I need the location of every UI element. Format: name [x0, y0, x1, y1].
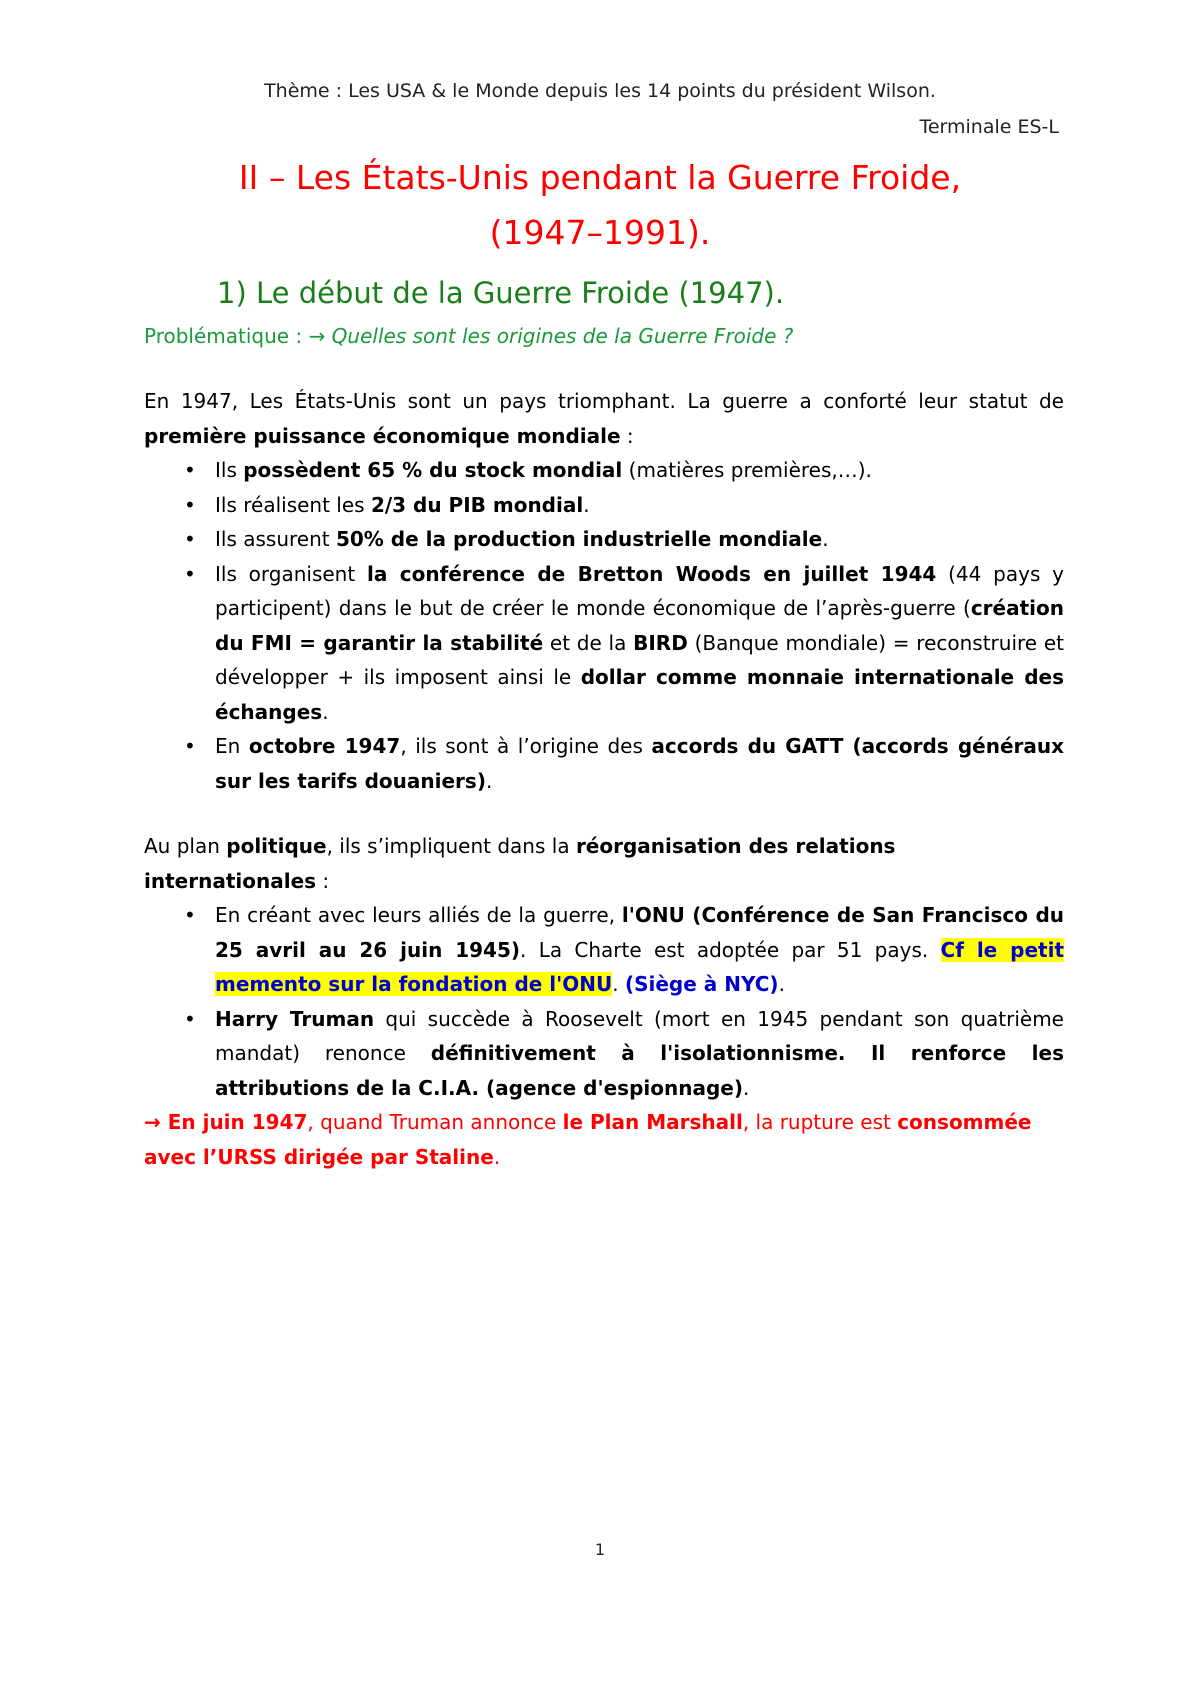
text: Ils organisent [215, 561, 368, 586]
list-item [144, 522, 1064, 557]
spacer [144, 798, 1064, 829]
problematique [144, 324, 793, 348]
list-item [144, 1002, 1064, 1106]
bold-text: possèdent 65 % du stock mondial [243, 458, 623, 482]
economic-list [144, 453, 1064, 798]
page-number: 1 [594, 1540, 606, 1559]
bold-text: définitivement à l'isolationnisme. Il renforce les attributions de la C.I.A. (agence d'espionnage) [215, 1041, 1064, 1100]
theme-header: Thème : Les USA & le Monde depuis les 14 points du président Wilson. [264, 80, 936, 102]
text: , ils sont à l’origine des [400, 734, 652, 758]
bullet-icon: • [184, 561, 196, 586]
politique-paragraph [144, 829, 1064, 898]
text: . [493, 1144, 501, 1169]
bold-text: → En juin 1947 [144, 1110, 308, 1134]
text: En créant avec leurs alliés de la guerre, [215, 903, 622, 927]
bold-text: la conférence de Bretton Woods en juillet 1944 [367, 561, 937, 586]
bold-text: accords du GATT (accords généraux sur les tarifs douaniers) [215, 734, 1065, 793]
political-list [144, 898, 1064, 1105]
text: . [612, 972, 625, 996]
bold-text: création du FMI = garantir la stabilité [215, 596, 1064, 655]
intro-text-end: : [620, 423, 634, 448]
bullet-icon: • [184, 903, 196, 927]
blue-note: (Siège à NYC) [624, 972, 779, 996]
bold-text: 2/3 du PIB mondial [370, 492, 584, 517]
highlighted-memento-link[interactable]: Cf le petit memento sur la fondation de l'ONU [215, 937, 1065, 996]
class-level: Terminale ES-L [919, 116, 1059, 138]
text: qui succède à Roosevelt (mort en 1945 pendant son quatrième mandat) renonce [215, 1006, 1064, 1065]
text: . [822, 527, 829, 551]
text: Ils réalisent les [215, 492, 371, 517]
bold-text: dollar comme monnaie internationale des échanges [215, 665, 1065, 724]
problematique-label: Problématique : [144, 324, 303, 348]
text: . La Charte est adoptée par 51 pays. [520, 937, 941, 962]
text: : [316, 868, 330, 893]
text: Ils [215, 458, 244, 482]
text: et de la [543, 630, 634, 655]
bullet-icon: • [184, 492, 196, 517]
bold-text: le Plan Marshall [562, 1110, 743, 1134]
bold-text: l'ONU (Conférence de San Francisco du 25 avril au 26 juin 1945) [215, 903, 1064, 962]
intro-paragraph [144, 384, 1064, 453]
text: (Banque mondiale) = reconstruire et développer + ils imposent ainsi le [215, 630, 1064, 689]
text: , ils s’impliquent dans la [326, 834, 576, 858]
list-item [144, 557, 1064, 730]
page-title [0, 150, 1200, 260]
text: . [743, 1075, 750, 1100]
text: . [322, 699, 329, 724]
list-item [144, 488, 1064, 523]
text: Au plan [144, 834, 227, 858]
bold-text: consommée avec l’URSS dirigée par Staline [144, 1110, 1032, 1169]
title-line-1: II – Les États-Unis pendant la Guerre Froide, [238, 158, 962, 197]
document-body [144, 384, 1064, 1174]
bullet-icon: • [184, 527, 196, 551]
conclusion-paragraph [144, 1105, 1064, 1174]
bold-text: BIRD [633, 630, 688, 655]
intro-text: En 1947, Les États-Unis sont un pays triomphant. La guerre a conforté leur statut de [144, 389, 1064, 413]
text: . [485, 768, 493, 793]
list-item [144, 453, 1064, 488]
bold-text: Harry Truman [215, 1006, 375, 1031]
bullet-icon: • [184, 458, 196, 482]
text: , la rupture est [742, 1110, 898, 1134]
text: , quand Truman annonce [307, 1110, 563, 1134]
text: (matières premières,…). [622, 458, 872, 482]
intro-bold: première puissance économique mondiale [144, 423, 621, 448]
list-item [144, 898, 1064, 1002]
text: . [778, 972, 785, 996]
problematique-question: → Quelles sont les origines de la Guerre Froide ? [308, 324, 794, 348]
bullet-icon: • [184, 1006, 196, 1031]
text: . [583, 492, 590, 517]
text: (44 pays y participent) dans le but de créer le monde économique de l’après-guerre ( [215, 561, 1065, 620]
list-item [144, 729, 1064, 798]
bold-text: octobre 1947 [248, 734, 401, 758]
bullet-icon: • [184, 734, 196, 758]
text: Ils assurent [215, 527, 336, 551]
bold-text: réorganisation des relations internationales [144, 834, 896, 893]
section-heading: 1) Le début de la Guerre Froide (1947). [217, 276, 785, 310]
bold-text: 50% de la production industrielle mondiale [335, 527, 823, 551]
text: En [215, 734, 249, 758]
title-line-2: (1947–1991). [489, 213, 711, 252]
bold-text: politique [226, 834, 327, 858]
